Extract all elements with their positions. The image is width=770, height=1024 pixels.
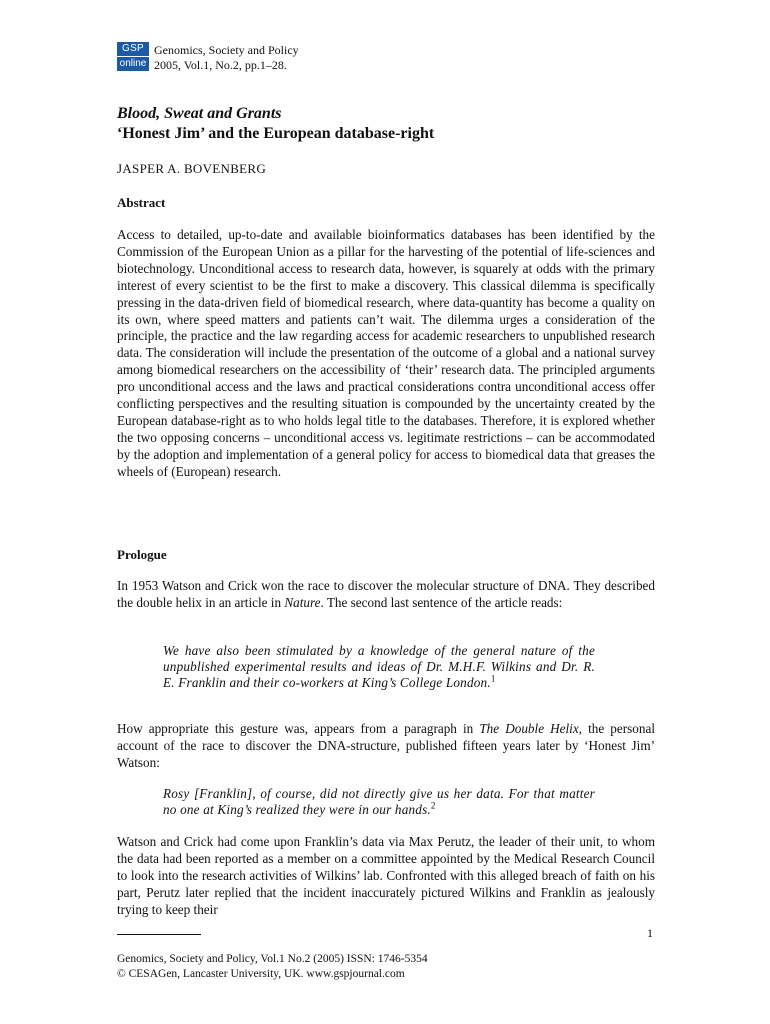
journal-citation: 2005, Vol.1, No.2, pp.1–28. (154, 58, 287, 72)
prologue-paragraph-2 (117, 721, 655, 772)
prologue-paragraph-1 (117, 578, 655, 612)
footer-line-1: Genomics, Society and Policy, Vol.1 No.2 (2005) ISSN: 1746-5354 (117, 953, 428, 965)
prologue-paragraph-3: Watson and Crick had come upon Franklin’s data via Max Perutz, the leader of their unit, to whom the data had been reported as a member on a committee appointed by the Medical Research Council to look into the research activities of Wilkins’ lab. Confronted with this alleged breach of faith on his part, Perutz later replied that the incident inaccurately pictured Wilkins and Franklin as jealously trying to keep their (117, 834, 655, 917)
quote-1-text: We have also been stimulated by a knowledge of the general nature of the unpublished experimental results and ideas of Dr. M.H.F. Wilkins and Dr. R. E. Franklin and their co-workers at King’s College London. (163, 643, 595, 690)
abstract-heading: Abstract (117, 195, 166, 210)
p1-italic-nature: Nature (284, 594, 321, 610)
p1-text-before: In 1953 Watson and Crick won the race to discover the molecular structure of DNA. They described the double helix in an article in (117, 578, 655, 610)
p2-italic-double-helix: The Double Helix (479, 721, 579, 736)
block-quote-2 (163, 786, 595, 818)
footnote-ref-1: 1 (490, 673, 496, 684)
quote-2-text: Rosy [Franklin], of course, did not directly give us her data. For that matter no one at King’s realized they were in our hands. (163, 786, 595, 817)
title-line-1: Blood, Sweat and Grants (117, 105, 282, 122)
footnote-divider (117, 934, 201, 935)
paper-title (117, 104, 434, 144)
abstract-text: Access to detailed, up-to-date and available bioinformatics databases has been identified by the Commission of the European Union as a pillar for the harvesting of the potential of life-sciences and biotechnology. Unconditional access to research data, however, is squarely at odds with the primary interest of every scientist to be the first to make a discovery. This classical dilemma is specifically pressing in the data-driven field of biomedical research, where data-quantity has become a quality on its own, where speed matters and patients can’t wait. The dilemma urges a consideration of the principle, the practice and the law regarding access for academic researchers to unpublished research data. The consideration will include the presentation of the outcome of a global and a national survey among biomedical researchers on the accessibility of ‘their’ research data. The principled arguments pro unconditional access and the laws and practical considerations contra unconditional access offer conflicting perspectives and the resulting situation is compounded by the uncertainty created by the European database-right as to who holds legal title to the databases. Therefore, it is explored whether the two opposing concerns – unconditional access vs. legitimate restrictions – can be accommodated by the adoption and implementation of a general policy for access to biomedical data that greases the wheels of (European) research. (117, 227, 655, 479)
p2-text-before: How appropriate this gesture was, appears from a paragraph in (117, 721, 480, 736)
block-quote-1 (163, 643, 595, 691)
logo-top-text: GSP (121, 43, 145, 54)
footer-line-2: © CESAGen, Lancaster University, UK. www.gspjournal.com (117, 968, 405, 980)
title-line-2: ‘Honest Jim’ and the European database-right (117, 125, 435, 142)
page-footer (117, 952, 428, 982)
gsp-online-logo (117, 42, 149, 71)
journal-header (154, 43, 299, 73)
page-number: 1 (647, 926, 653, 940)
logo-bottom-text: online (117, 56, 149, 70)
journal-name: Genomics, Society and Policy (154, 43, 299, 57)
author-name: JASPER A. BOVENBERG (117, 161, 267, 176)
p1-text-after: . The second last sentence of the article reads: (320, 594, 563, 610)
p2-text-after: , the personal account of the race to discover the DNA-structure, published fifteen years later by ‘Honest Jim’ Watson: (117, 721, 655, 770)
footnote-ref-2: 2 (430, 800, 436, 811)
prologue-heading: Prologue (117, 547, 167, 562)
